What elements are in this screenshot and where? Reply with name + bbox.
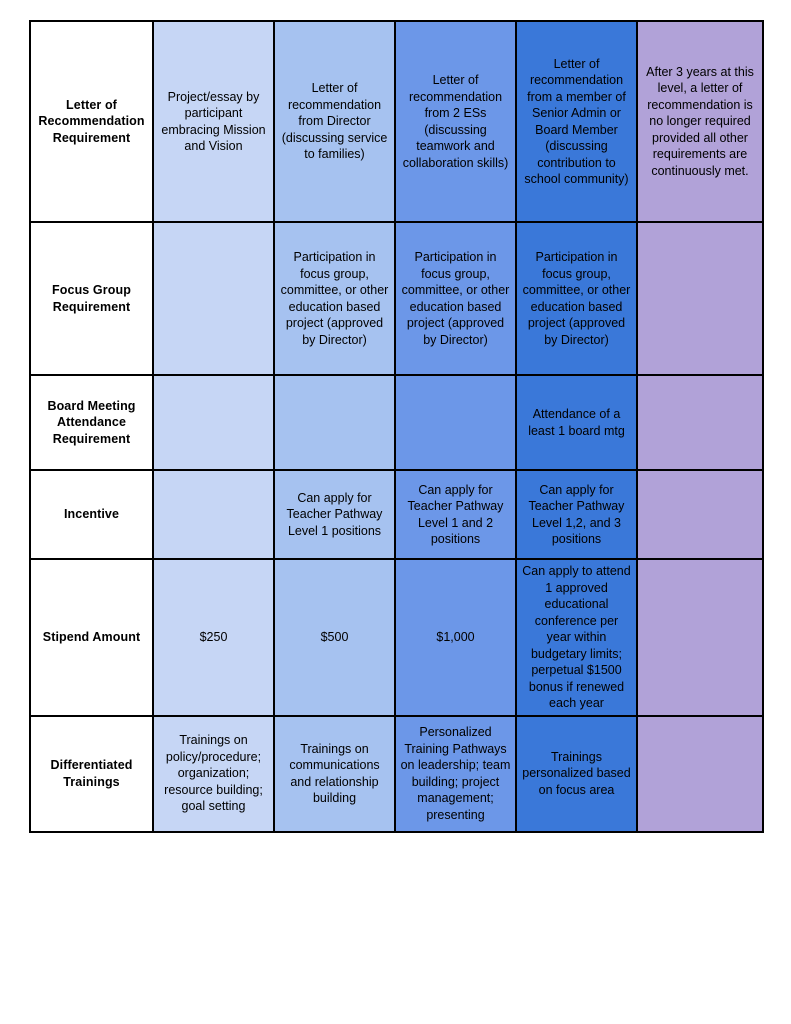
- cell-text: $500: [320, 630, 349, 644]
- cell-trainings-tier2: [274, 716, 395, 832]
- row-label-letter-of-recommendation: [30, 21, 153, 222]
- cell-stipend-tier4: [516, 559, 637, 716]
- cell-trainings-tier1: [153, 716, 274, 832]
- cell-text: Can apply for Teacher Pathway Level 1 positions: [286, 490, 383, 538]
- cell-letter-tier1: [153, 21, 274, 222]
- row-label-focus-group: [30, 222, 153, 375]
- cell-trainings-tier5: [637, 716, 763, 832]
- cell-text: Letter of recommendation from a member of Senior Admin or Board Member (discussing contribution to school community): [524, 56, 629, 186]
- cell-text: Attendance of a least 1 board mtg: [528, 407, 625, 438]
- cell-incentive-tier5: [637, 470, 763, 559]
- cell-text: Trainings on policy/procedure; organization; resource building; goal setting: [164, 733, 263, 814]
- cell-stipend-tier5: [637, 559, 763, 716]
- cell-text: Personalized Training Pathways on leadership; team building; project management; presenting: [400, 725, 511, 822]
- table-row: [30, 375, 763, 470]
- table-row: [30, 559, 763, 716]
- row-label-text: Focus Group Requirement: [52, 283, 131, 314]
- cell-stipend-tier3: [395, 559, 516, 716]
- table-row: [30, 716, 763, 832]
- cell-text: $250: [199, 630, 228, 644]
- cell-stipend-tier1: [153, 559, 274, 716]
- cell-text: $1,000: [436, 630, 475, 644]
- cell-board-tier5: [637, 375, 763, 470]
- cell-focus-tier5: [637, 222, 763, 375]
- cell-incentive-tier4: [516, 470, 637, 559]
- cell-text: Can apply for Teacher Pathway Level 1 and 2 positions: [407, 482, 504, 546]
- row-label-board-meeting-attendance: [30, 375, 153, 470]
- cell-trainings-tier4: [516, 716, 637, 832]
- cell-board-tier4: [516, 375, 637, 470]
- cell-letter-tier5: [637, 21, 763, 222]
- cell-board-tier3: [395, 375, 516, 470]
- row-label-text: Differentiated Trainings: [50, 758, 133, 789]
- row-label-text: Board Meeting Attendance Requirement: [47, 398, 136, 446]
- cell-focus-tier3: [395, 222, 516, 375]
- cell-letter-tier4: [516, 21, 637, 222]
- cell-focus-tier4: [516, 222, 637, 375]
- row-label-stipend-amount: [30, 559, 153, 716]
- cell-letter-tier3: [395, 21, 516, 222]
- row-label-incentive: [30, 470, 153, 559]
- table-row: [30, 470, 763, 559]
- cell-incentive-tier3: [395, 470, 516, 559]
- cell-text: Participation in focus group, committee, or other education based project (approved by Director): [401, 250, 510, 347]
- cell-text: Can apply for Teacher Pathway Level 1,2, and 3 positions: [528, 482, 625, 546]
- cell-incentive-tier1: [153, 470, 274, 559]
- cell-text: Participation in focus group, committee, or other education based project (approved by Director): [522, 250, 631, 347]
- cell-focus-tier1: [153, 222, 274, 375]
- cell-board-tier2: [274, 375, 395, 470]
- cell-incentive-tier2: [274, 470, 395, 559]
- requirements-matrix-table: [29, 20, 764, 833]
- cell-text: Letter of recommendation from Director (discussing service to families): [281, 81, 388, 162]
- cell-text: Trainings on communications and relationship building: [289, 741, 380, 805]
- row-label-differentiated-trainings: [30, 716, 153, 832]
- cell-text: Participation in focus group, committee, or other education based project (approved by Director): [280, 250, 389, 347]
- table-row: [30, 222, 763, 375]
- cell-text: After 3 years at this level, a letter of recommendation is no longer required provided all other requirements are continuously met.: [646, 64, 754, 178]
- row-label-text: Incentive: [63, 507, 120, 522]
- table-row: [30, 21, 763, 222]
- cell-text: Letter of recommendation from 2 ESs (discussing teamwork and collaboration skills): [402, 73, 509, 170]
- cell-text: Project/essay by participant embracing Mission and Vision: [161, 89, 266, 153]
- cell-letter-tier2: [274, 21, 395, 222]
- row-label-text: Stipend Amount: [42, 630, 141, 644]
- requirements-table-container: [29, 20, 762, 833]
- cell-board-tier1: [153, 375, 274, 470]
- cell-stipend-tier2: [274, 559, 395, 716]
- cell-focus-tier2: [274, 222, 395, 375]
- cell-text: Trainings personalized based on focus area: [522, 749, 631, 797]
- row-label-text: Letter of Recommendation Requirement: [38, 97, 145, 145]
- cell-trainings-tier3: [395, 716, 516, 832]
- cell-text: Can apply to attend 1 approved educational conference per year within budgetary limits; perpetual $1500 bonus if renewed each year: [522, 564, 631, 710]
